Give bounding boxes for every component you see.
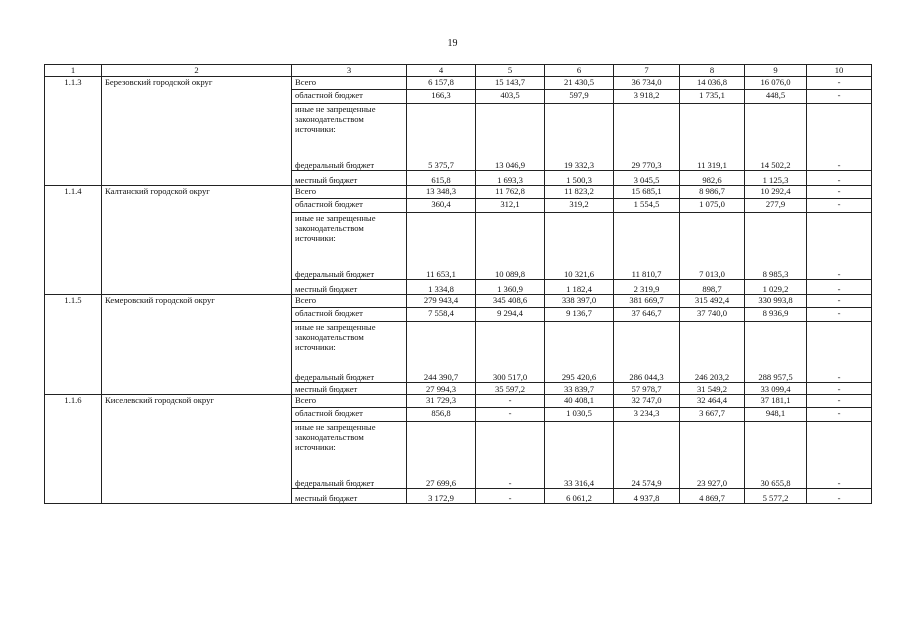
value-cell: 10 089,8 bbox=[476, 261, 545, 280]
value-cell: - bbox=[807, 90, 872, 104]
value-cell bbox=[614, 322, 680, 370]
value-cell bbox=[745, 213, 807, 261]
value-cell: 37 740,0 bbox=[680, 308, 745, 322]
value-cell: 3 045,5 bbox=[614, 171, 680, 186]
table-row bbox=[45, 213, 872, 261]
value-cell: 24 574,9 bbox=[614, 470, 680, 489]
value-cell bbox=[745, 104, 807, 152]
funding-source-label: Всего bbox=[292, 295, 407, 308]
value-cell: 615,8 bbox=[407, 171, 476, 186]
value-cell bbox=[545, 322, 614, 370]
funding-source-label: Всего bbox=[292, 186, 407, 199]
table-row bbox=[45, 152, 872, 171]
column-number: 3 bbox=[292, 65, 407, 77]
value-cell: 9 294,4 bbox=[476, 308, 545, 322]
value-cell: 31 729,3 bbox=[407, 395, 476, 408]
column-number: 10 bbox=[807, 65, 872, 77]
municipality-cell bbox=[102, 422, 292, 470]
value-cell: 1 075,0 bbox=[680, 199, 745, 213]
municipality-cell bbox=[102, 370, 292, 383]
row-code: 1.1.3 bbox=[45, 77, 102, 90]
budget-table bbox=[44, 64, 872, 504]
value-cell bbox=[680, 422, 745, 470]
value-cell: 286 044,3 bbox=[614, 370, 680, 383]
value-cell: 57 978,7 bbox=[614, 383, 680, 395]
municipality-cell bbox=[102, 90, 292, 104]
value-cell: 315 492,4 bbox=[680, 295, 745, 308]
funding-source-label: иные не запрещенные законодательством источники: bbox=[292, 104, 407, 152]
municipality-cell bbox=[102, 408, 292, 422]
value-cell: 32 747,0 bbox=[614, 395, 680, 408]
value-cell bbox=[807, 213, 872, 261]
value-cell: 5 577,2 bbox=[745, 489, 807, 504]
value-cell: 345 408,6 bbox=[476, 295, 545, 308]
value-cell: - bbox=[807, 489, 872, 504]
value-cell bbox=[476, 422, 545, 470]
table-row bbox=[45, 171, 872, 186]
table-row bbox=[45, 395, 872, 408]
value-cell: 1 182,4 bbox=[545, 280, 614, 295]
value-cell: 360,4 bbox=[407, 199, 476, 213]
value-cell bbox=[545, 213, 614, 261]
value-cell bbox=[807, 322, 872, 370]
value-cell bbox=[680, 213, 745, 261]
value-cell: 448,5 bbox=[745, 90, 807, 104]
value-cell bbox=[476, 213, 545, 261]
value-cell bbox=[614, 213, 680, 261]
column-number: 1 bbox=[45, 65, 102, 77]
column-number: 6 bbox=[545, 65, 614, 77]
value-cell: - bbox=[807, 171, 872, 186]
funding-source-label: иные не запрещенные законодательством источники: bbox=[292, 322, 407, 370]
row-code-cell bbox=[45, 199, 102, 213]
row-code-cell bbox=[45, 422, 102, 470]
municipality-cell bbox=[102, 308, 292, 322]
value-cell: - bbox=[807, 395, 872, 408]
value-cell: 246 203,2 bbox=[680, 370, 745, 383]
table-row bbox=[45, 308, 872, 322]
value-cell: 32 464,4 bbox=[680, 395, 745, 408]
value-cell: 11 319,1 bbox=[680, 152, 745, 171]
funding-source-label: иные не запрещенные законодательством источники: bbox=[292, 213, 407, 261]
funding-source-label: местный бюджет bbox=[292, 489, 407, 504]
value-cell: 21 430,5 bbox=[545, 77, 614, 90]
municipality-cell bbox=[102, 171, 292, 186]
table-row bbox=[45, 77, 872, 90]
row-code-cell bbox=[45, 370, 102, 383]
value-cell: 31 549,2 bbox=[680, 383, 745, 395]
value-cell bbox=[476, 104, 545, 152]
row-code-cell bbox=[45, 104, 102, 152]
value-cell: 23 927,0 bbox=[680, 470, 745, 489]
value-cell: 30 655,8 bbox=[745, 470, 807, 489]
value-cell: 13 348,3 bbox=[407, 186, 476, 199]
value-cell: 5 375,7 bbox=[407, 152, 476, 171]
value-cell: 1 554,5 bbox=[614, 199, 680, 213]
value-cell: 279 943,4 bbox=[407, 295, 476, 308]
table-row bbox=[45, 186, 872, 199]
value-cell: 29 770,3 bbox=[614, 152, 680, 171]
table-row bbox=[45, 261, 872, 280]
value-cell bbox=[745, 422, 807, 470]
value-cell: - bbox=[807, 370, 872, 383]
value-cell: 11 653,1 bbox=[407, 261, 476, 280]
municipality-name: Киселевский городской округ bbox=[102, 395, 292, 408]
table-row bbox=[45, 489, 872, 504]
municipality-cell bbox=[102, 104, 292, 152]
value-cell: 40 408,1 bbox=[545, 395, 614, 408]
table-row bbox=[45, 90, 872, 104]
funding-source-label: областной бюджет bbox=[292, 408, 407, 422]
table-row bbox=[45, 322, 872, 370]
value-cell: 312,1 bbox=[476, 199, 545, 213]
funding-source-label: федеральный бюджет bbox=[292, 470, 407, 489]
value-cell: - bbox=[807, 261, 872, 280]
table-row bbox=[45, 104, 872, 152]
funding-source-label: федеральный бюджет bbox=[292, 261, 407, 280]
funding-source-label: федеральный бюджет bbox=[292, 152, 407, 171]
value-cell bbox=[614, 422, 680, 470]
header-row bbox=[45, 65, 872, 77]
funding-source-label: областной бюджет bbox=[292, 90, 407, 104]
value-cell: 11 762,8 bbox=[476, 186, 545, 199]
value-cell bbox=[407, 104, 476, 152]
table-row bbox=[45, 370, 872, 383]
value-cell: 295 420,6 bbox=[545, 370, 614, 383]
value-cell: 2 319,9 bbox=[614, 280, 680, 295]
value-cell: - bbox=[807, 295, 872, 308]
funding-source-label: местный бюджет bbox=[292, 280, 407, 295]
column-number: 7 bbox=[614, 65, 680, 77]
value-cell: 381 669,7 bbox=[614, 295, 680, 308]
value-cell: 300 517,0 bbox=[476, 370, 545, 383]
value-cell: 35 597,2 bbox=[476, 383, 545, 395]
value-cell: 319,2 bbox=[545, 199, 614, 213]
municipality-cell bbox=[102, 213, 292, 261]
value-cell: - bbox=[476, 470, 545, 489]
row-code-cell bbox=[45, 152, 102, 171]
table-row bbox=[45, 408, 872, 422]
value-cell: 9 136,7 bbox=[545, 308, 614, 322]
value-cell bbox=[680, 322, 745, 370]
value-cell: 37 181,1 bbox=[745, 395, 807, 408]
value-cell: 1 125,3 bbox=[745, 171, 807, 186]
municipality-cell bbox=[102, 322, 292, 370]
table-row bbox=[45, 280, 872, 295]
municipality-cell bbox=[102, 470, 292, 489]
value-cell: - bbox=[476, 408, 545, 422]
value-cell: 8 985,3 bbox=[745, 261, 807, 280]
row-code: 1.1.5 bbox=[45, 295, 102, 308]
funding-source-label: Всего bbox=[292, 77, 407, 90]
value-cell: 1 029,2 bbox=[745, 280, 807, 295]
value-cell: - bbox=[807, 186, 872, 199]
value-cell: 4 937,8 bbox=[614, 489, 680, 504]
row-code-cell bbox=[45, 280, 102, 295]
value-cell bbox=[545, 104, 614, 152]
value-cell bbox=[807, 422, 872, 470]
value-cell: 6 157,8 bbox=[407, 77, 476, 90]
funding-source-label: Всего bbox=[292, 395, 407, 408]
value-cell bbox=[407, 322, 476, 370]
value-cell: 10 292,4 bbox=[745, 186, 807, 199]
page-number: 19 bbox=[447, 38, 458, 49]
table-row bbox=[45, 470, 872, 489]
row-code-cell bbox=[45, 90, 102, 104]
column-number: 5 bbox=[476, 65, 545, 77]
value-cell bbox=[476, 322, 545, 370]
value-cell: 1 500,3 bbox=[545, 171, 614, 186]
table-row bbox=[45, 383, 872, 395]
value-cell: 33 839,7 bbox=[545, 383, 614, 395]
value-cell bbox=[407, 213, 476, 261]
value-cell: 982,6 bbox=[680, 171, 745, 186]
value-cell: 33 316,4 bbox=[545, 470, 614, 489]
municipality-name: Калтанский городской округ bbox=[102, 186, 292, 199]
funding-source-label: областной бюджет bbox=[292, 199, 407, 213]
row-code-cell bbox=[45, 261, 102, 280]
value-cell: 15 143,7 bbox=[476, 77, 545, 90]
value-cell: 3 667,7 bbox=[680, 408, 745, 422]
value-cell: 15 685,1 bbox=[614, 186, 680, 199]
value-cell: 1 735,1 bbox=[680, 90, 745, 104]
municipality-cell bbox=[102, 280, 292, 295]
value-cell bbox=[745, 322, 807, 370]
row-code-cell bbox=[45, 489, 102, 504]
value-cell bbox=[545, 422, 614, 470]
column-number: 2 bbox=[102, 65, 292, 77]
value-cell: 27 994,3 bbox=[407, 383, 476, 395]
value-cell: 3 918,2 bbox=[614, 90, 680, 104]
value-cell: 166,3 bbox=[407, 90, 476, 104]
value-cell: 1 030,5 bbox=[545, 408, 614, 422]
row-code-cell bbox=[45, 171, 102, 186]
value-cell: 244 390,7 bbox=[407, 370, 476, 383]
row-code-cell bbox=[45, 308, 102, 322]
municipality-cell bbox=[102, 199, 292, 213]
value-cell: 3 234,3 bbox=[614, 408, 680, 422]
value-cell: 4 869,7 bbox=[680, 489, 745, 504]
value-cell: 11 810,7 bbox=[614, 261, 680, 280]
value-cell: 27 699,6 bbox=[407, 470, 476, 489]
value-cell: 1 360,9 bbox=[476, 280, 545, 295]
value-cell: 597,9 bbox=[545, 90, 614, 104]
value-cell: 330 993,8 bbox=[745, 295, 807, 308]
value-cell: - bbox=[807, 383, 872, 395]
municipality-name: Березовский городской округ bbox=[102, 77, 292, 90]
value-cell: 13 046,9 bbox=[476, 152, 545, 171]
value-cell bbox=[807, 104, 872, 152]
value-cell: 7 558,4 bbox=[407, 308, 476, 322]
row-code-cell bbox=[45, 408, 102, 422]
value-cell: 16 076,0 bbox=[745, 77, 807, 90]
column-number: 9 bbox=[745, 65, 807, 77]
municipality-cell bbox=[102, 261, 292, 280]
funding-source-label: федеральный бюджет bbox=[292, 370, 407, 383]
value-cell: 288 957,5 bbox=[745, 370, 807, 383]
value-cell bbox=[680, 104, 745, 152]
value-cell: - bbox=[807, 152, 872, 171]
value-cell: - bbox=[476, 395, 545, 408]
value-cell: 37 646,7 bbox=[614, 308, 680, 322]
municipality-cell bbox=[102, 489, 292, 504]
table-row bbox=[45, 422, 872, 470]
table-row bbox=[45, 199, 872, 213]
value-cell: 1 693,3 bbox=[476, 171, 545, 186]
value-cell bbox=[614, 104, 680, 152]
row-code-cell bbox=[45, 322, 102, 370]
municipality-cell bbox=[102, 152, 292, 171]
value-cell: 14 502,2 bbox=[745, 152, 807, 171]
value-cell: - bbox=[807, 408, 872, 422]
value-cell: 19 332,3 bbox=[545, 152, 614, 171]
funding-source-label: местный бюджет bbox=[292, 171, 407, 186]
row-code-cell bbox=[45, 383, 102, 395]
row-code: 1.1.4 bbox=[45, 186, 102, 199]
row-code: 1.1.6 bbox=[45, 395, 102, 408]
funding-source-label: местный бюджет bbox=[292, 383, 407, 395]
value-cell: - bbox=[807, 470, 872, 489]
column-number: 8 bbox=[680, 65, 745, 77]
value-cell: 36 734,0 bbox=[614, 77, 680, 90]
municipality-name: Кемеровский городской округ bbox=[102, 295, 292, 308]
column-number: 4 bbox=[407, 65, 476, 77]
value-cell: - bbox=[807, 308, 872, 322]
funding-source-label: областной бюджет bbox=[292, 308, 407, 322]
funding-source-label: иные не запрещенные законодательством источники: bbox=[292, 422, 407, 470]
table-row bbox=[45, 295, 872, 308]
value-cell: 8 986,7 bbox=[680, 186, 745, 199]
value-cell: 948,1 bbox=[745, 408, 807, 422]
value-cell: 8 936,9 bbox=[745, 308, 807, 322]
value-cell: 898,7 bbox=[680, 280, 745, 295]
value-cell: 6 061,2 bbox=[545, 489, 614, 504]
value-cell: 33 099,4 bbox=[745, 383, 807, 395]
value-cell: - bbox=[476, 489, 545, 504]
value-cell: 1 334,8 bbox=[407, 280, 476, 295]
value-cell: 14 036,8 bbox=[680, 77, 745, 90]
value-cell: 277,9 bbox=[745, 199, 807, 213]
municipality-cell bbox=[102, 383, 292, 395]
value-cell: - bbox=[807, 199, 872, 213]
value-cell: - bbox=[807, 280, 872, 295]
value-cell: 856,8 bbox=[407, 408, 476, 422]
value-cell: 403,5 bbox=[476, 90, 545, 104]
value-cell: 7 013,0 bbox=[680, 261, 745, 280]
value-cell: 338 397,0 bbox=[545, 295, 614, 308]
value-cell: 10 321,6 bbox=[545, 261, 614, 280]
value-cell: 3 172,9 bbox=[407, 489, 476, 504]
value-cell bbox=[407, 422, 476, 470]
value-cell: - bbox=[807, 77, 872, 90]
value-cell: 11 823,2 bbox=[545, 186, 614, 199]
row-code-cell bbox=[45, 470, 102, 489]
row-code-cell bbox=[45, 213, 102, 261]
